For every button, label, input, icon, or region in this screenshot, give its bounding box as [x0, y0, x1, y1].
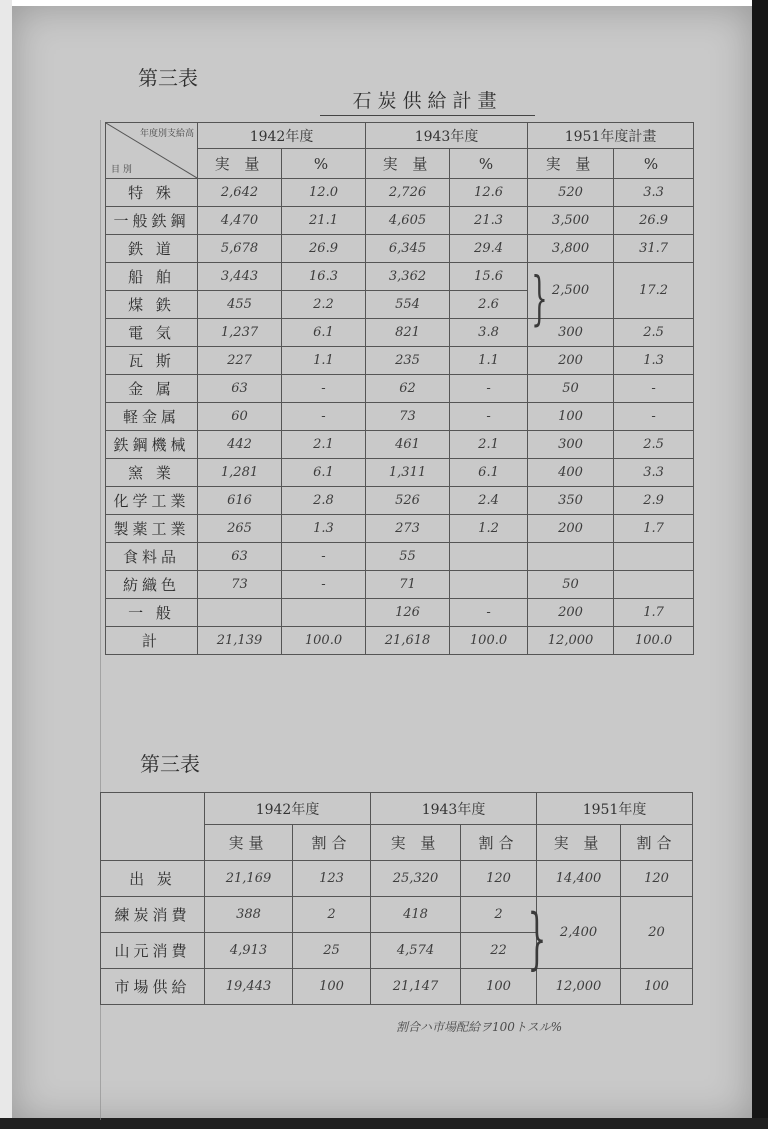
table-cell: 200 [528, 599, 614, 627]
table-cell: 616 [198, 487, 282, 515]
footnote: 割合ハ市場配給ヲ100トスル% [396, 1020, 563, 1034]
table1-label: 第三表 [138, 66, 198, 90]
table-cell: 2.4 [450, 487, 528, 515]
row-label: 計 [106, 627, 198, 655]
table-row [106, 571, 694, 599]
table-cell: 418 [371, 897, 461, 933]
table-cell: 300 [528, 319, 614, 347]
table-cell: 3,800 [528, 235, 614, 263]
table-cell: 21,618 [366, 627, 450, 655]
table-cell: 100 [528, 403, 614, 431]
table1-subheader: % [614, 149, 694, 179]
table2-subheader: 実量 [205, 825, 293, 861]
table-cell: 1.7 [614, 515, 694, 543]
scan-edge-left [0, 0, 12, 1129]
table-cell: 388 [205, 897, 293, 933]
table-cell [614, 571, 694, 599]
table-cell: 55 [366, 543, 450, 571]
row-label: 瓦 斯 [106, 347, 198, 375]
table-cell: 22 [461, 933, 537, 969]
table-cell: 71 [366, 571, 450, 599]
table-cell: 5,678 [198, 235, 282, 263]
table-cell: 273 [366, 515, 450, 543]
table-cell: 14,400 [537, 861, 621, 897]
table1-year-1951: 1951年度計畫 [528, 123, 694, 149]
table2-label: 第三表 [140, 752, 200, 776]
table-row [106, 207, 694, 235]
table-cell: 2.1 [282, 431, 366, 459]
table-cell: 6.1 [282, 319, 366, 347]
table-cell: 4,470 [198, 207, 282, 235]
table-cell: 3,443 [198, 263, 282, 291]
table-cell: 15.6 [450, 263, 528, 291]
table-cell: 63 [198, 543, 282, 571]
table-cell: 100.0 [450, 627, 528, 655]
table-cell: 73 [366, 403, 450, 431]
table-cell: 21,139 [198, 627, 282, 655]
table-cell: 50 [528, 571, 614, 599]
table-cell: 2.5 [614, 431, 694, 459]
table2-subheader: 実 量 [371, 825, 461, 861]
table-cell: 31.7 [614, 235, 694, 263]
table-cell: 100 [293, 969, 371, 1005]
table-cell: 2.9 [614, 487, 694, 515]
merged-pct-cell: 20 [621, 897, 693, 969]
table-cell: 3.8 [450, 319, 528, 347]
table2-year-1942: 1942年度 [205, 793, 371, 825]
table-cell: 2 [293, 897, 371, 933]
table-cell: - [282, 375, 366, 403]
row-label: 煤 鉄 [106, 291, 198, 319]
table-cell: 2.1 [450, 431, 528, 459]
table-cell: 6.1 [450, 459, 528, 487]
table-cell: - [614, 403, 694, 431]
table-cell: 100.0 [614, 627, 694, 655]
row-label: 練炭消費 [101, 897, 205, 933]
table-cell: 2.8 [282, 487, 366, 515]
table-cell: 12,000 [528, 627, 614, 655]
table-cell: 12,000 [537, 969, 621, 1005]
table-cell: 2.2 [282, 291, 366, 319]
table-cell: - [450, 375, 528, 403]
row-label: 一般鉄鋼 [106, 207, 198, 235]
table-cell: 6,345 [366, 235, 450, 263]
row-label: 紡織色 [106, 571, 198, 599]
table2-year-1951: 1951年度 [537, 793, 693, 825]
table-cell: 265 [198, 515, 282, 543]
table-cell: 3.3 [614, 459, 694, 487]
table-cell: 123 [293, 861, 371, 897]
table-row [106, 375, 694, 403]
scan-edge-bottom [0, 1118, 768, 1129]
corner-header-bottom: 目 別 [111, 165, 132, 175]
table-cell: 350 [528, 487, 614, 515]
table-cell: 21.1 [282, 207, 366, 235]
table-cell: - [450, 403, 528, 431]
merged-pct-cell: 17.2 [614, 263, 694, 319]
table-cell [528, 543, 614, 571]
table-cell: 4,605 [366, 207, 450, 235]
table-row [106, 319, 694, 347]
table-row [106, 543, 694, 571]
table-row [106, 487, 694, 515]
table2-subheader: 実 量 [537, 825, 621, 861]
table-cell: 1,311 [366, 459, 450, 487]
corner-header-top: 年度別支給高 [139, 129, 194, 139]
table-cell: 227 [198, 347, 282, 375]
row-label: 製薬工業 [106, 515, 198, 543]
table-cell: 455 [198, 291, 282, 319]
table-cell: 120 [461, 861, 537, 897]
table-cell: - [450, 599, 528, 627]
table-row [106, 431, 694, 459]
table-cell: 19,443 [205, 969, 293, 1005]
table-cell: 26.9 [282, 235, 366, 263]
row-label: 金 属 [106, 375, 198, 403]
table-row [106, 599, 694, 627]
table-cell: 25,320 [371, 861, 461, 897]
table-cell [450, 543, 528, 571]
row-label: 窯 業 [106, 459, 198, 487]
table-cell: 200 [528, 347, 614, 375]
table-cell: 461 [366, 431, 450, 459]
row-label: 特 殊 [106, 179, 198, 207]
table-cell: 554 [366, 291, 450, 319]
table-cell: - [282, 403, 366, 431]
row-label: 出 炭 [101, 861, 205, 897]
table-cell: 1,281 [198, 459, 282, 487]
scan-edge-right [752, 0, 768, 1129]
table-row [106, 515, 694, 543]
table-cell: 1,237 [198, 319, 282, 347]
table1-title: 石炭供給計畫 [320, 86, 535, 116]
table-cell [198, 599, 282, 627]
table-cell: 29.4 [450, 235, 528, 263]
merged-value-cell: 2,400 [537, 897, 621, 969]
table-cell: 3,500 [528, 207, 614, 235]
table-cell: 100 [621, 969, 693, 1005]
table1-year-1943: 1943年度 [366, 123, 528, 149]
table-cell: 1.7 [614, 599, 694, 627]
coal-supply-table [105, 122, 694, 655]
table2-brace: } [527, 900, 547, 977]
table-cell: 1.2 [450, 515, 528, 543]
row-label: 鉄 道 [106, 235, 198, 263]
merged-value-cell: 2,500 [528, 263, 614, 319]
table-cell [450, 571, 528, 599]
table-row [101, 861, 693, 897]
table2-subheader: 割合 [621, 825, 693, 861]
table-cell: 1.1 [450, 347, 528, 375]
table-row [106, 263, 694, 291]
table-row [106, 627, 694, 655]
table-cell: 526 [366, 487, 450, 515]
table-cell: 4,913 [205, 933, 293, 969]
coal-consumption-table [100, 792, 693, 1005]
table-cell: 2 [461, 897, 537, 933]
table1-brace: } [531, 264, 548, 332]
table-cell: 1.1 [282, 347, 366, 375]
table-cell: 62 [366, 375, 450, 403]
table-cell: 3.3 [614, 179, 694, 207]
table1-subheader: 実 量 [198, 149, 282, 179]
table-row [101, 897, 693, 933]
table-row [106, 235, 694, 263]
row-label: 一 般 [106, 599, 198, 627]
row-label: 食料品 [106, 543, 198, 571]
table-cell: 126 [366, 599, 450, 627]
table-cell: 21,147 [371, 969, 461, 1005]
table-cell: 16.3 [282, 263, 366, 291]
row-label: 船 舶 [106, 263, 198, 291]
table-row [106, 179, 694, 207]
table-cell: 235 [366, 347, 450, 375]
table2-subheader: 割合 [293, 825, 371, 861]
row-label: 化学工業 [106, 487, 198, 515]
table-cell: 2.5 [614, 319, 694, 347]
table-cell: 821 [366, 319, 450, 347]
table-cell: - [614, 375, 694, 403]
table-cell: 100.0 [282, 627, 366, 655]
table-cell: 200 [528, 515, 614, 543]
row-label: 電 気 [106, 319, 198, 347]
table-cell: 6.1 [282, 459, 366, 487]
table-cell: 520 [528, 179, 614, 207]
table-cell: 2.6 [450, 291, 528, 319]
table1-corner-cell [106, 123, 198, 179]
table-cell: 4,574 [371, 933, 461, 969]
table-cell: 1.3 [614, 347, 694, 375]
table-cell [282, 599, 366, 627]
table-cell: 63 [198, 375, 282, 403]
table-cell: 442 [198, 431, 282, 459]
table-cell: 2,642 [198, 179, 282, 207]
row-label: 軽金属 [106, 403, 198, 431]
table1-subheader: % [450, 149, 528, 179]
table1-subheader: 実 量 [528, 149, 614, 179]
table-cell: 100 [461, 969, 537, 1005]
table1-subheader: % [282, 149, 366, 179]
row-label: 山元消費 [101, 933, 205, 969]
table-cell: 21,169 [205, 861, 293, 897]
row-label: 市場供給 [101, 969, 205, 1005]
table-cell: 2,726 [366, 179, 450, 207]
table-row [101, 969, 693, 1005]
table-cell: 60 [198, 403, 282, 431]
table-cell: 73 [198, 571, 282, 599]
row-label: 鉄鋼機械 [106, 431, 198, 459]
table-cell: 1.3 [282, 515, 366, 543]
table-cell [614, 543, 694, 571]
table-cell: 12.0 [282, 179, 366, 207]
table-cell: 21.3 [450, 207, 528, 235]
table-cell: 3,362 [366, 263, 450, 291]
table2-subheader: 割合 [461, 825, 537, 861]
table-cell: 50 [528, 375, 614, 403]
table-row [106, 459, 694, 487]
table-row [106, 347, 694, 375]
table-cell: 300 [528, 431, 614, 459]
table-cell: 400 [528, 459, 614, 487]
table-cell: - [282, 543, 366, 571]
table-cell: 25 [293, 933, 371, 969]
table-cell: 26.9 [614, 207, 694, 235]
table-row [106, 403, 694, 431]
table2-corner-cell [101, 793, 205, 861]
table1-year-1942: 1942年度 [198, 123, 366, 149]
table-cell: 120 [621, 861, 693, 897]
table1-subheader: 実 量 [366, 149, 450, 179]
table2-year-1943: 1943年度 [371, 793, 537, 825]
table-cell: 12.6 [450, 179, 528, 207]
table-cell: - [282, 571, 366, 599]
